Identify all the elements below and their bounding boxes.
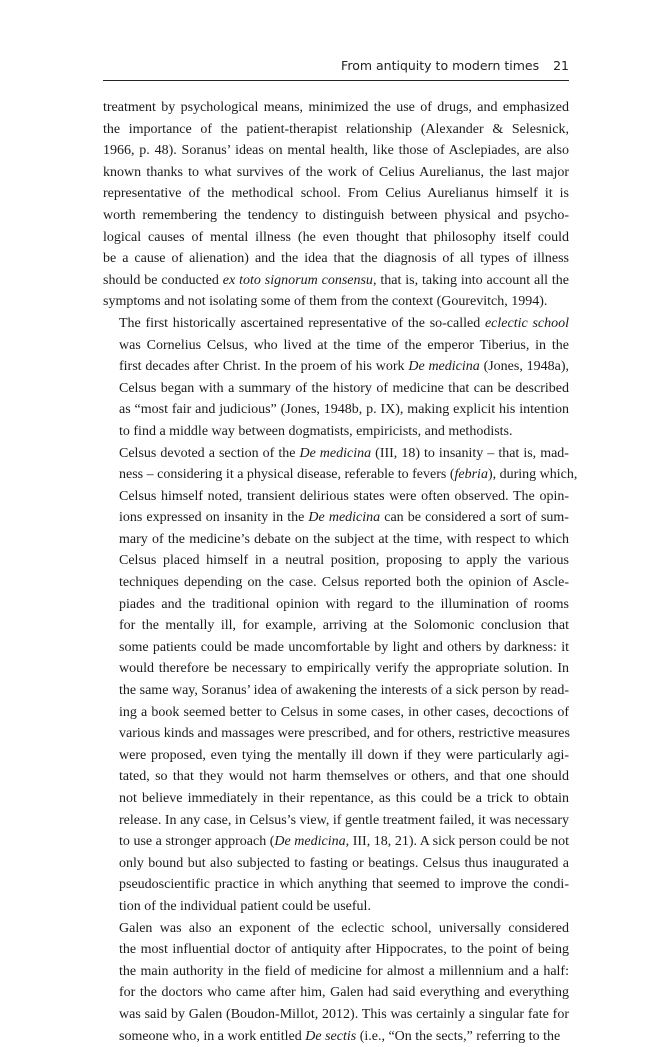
text-run: Celsus placed himself in a neutral position, proposing to apply the various (119, 553, 569, 569)
text-run: some patients could be made uncomfortable by light and others by darkness: it (119, 639, 569, 655)
text-line (103, 291, 569, 313)
text-line (103, 723, 569, 745)
text-run: only bound but also subjected to fasting or beatings. Celsus thus inaugurated a (119, 855, 569, 871)
text-run: for the mentally ill, for example, arriving at the Solomonic conclusion that (119, 618, 569, 634)
text-run: be a cause of alienation) and the idea that the diagnosis of all types of illness (103, 251, 569, 267)
text-run: can be considered a sort of sum- (380, 510, 569, 526)
text-line (103, 227, 569, 249)
text-line (103, 119, 569, 141)
text-run: symptoms and not isolating some of them from the context (Gourevitch, 1994). (103, 294, 548, 310)
text-run: ), during which, (487, 467, 578, 483)
text-run: was said by Galen (Boudon-Millot, 2012). This was certainly a singular fate for (119, 1006, 569, 1022)
text-run: tion of the individual patient could be useful. (119, 898, 371, 914)
text-line (103, 831, 569, 853)
text-run: pseudoscientific practice in which anything that seemed to improve the condi- (119, 877, 569, 893)
text-line (103, 464, 578, 486)
text-line (103, 874, 569, 896)
text-line (103, 248, 569, 270)
text-line (103, 1026, 569, 1047)
text-line (103, 680, 569, 702)
text-line (103, 507, 569, 529)
text-run: the same way, Soranus’ idea of awakening the interests of a sick person by read- (119, 683, 569, 699)
text-line (103, 140, 569, 162)
text-run: ing a book seemed better to Celsus in some cases, in other cases, decoctions of (119, 704, 569, 720)
text-run: the importance of the patient-therapist relationship (Alexander & Selesnick, (103, 121, 569, 137)
running-head (103, 58, 569, 73)
paragraph (103, 97, 569, 313)
text-run: representative of the methodical school. From Celius Aurelianus himself it is (103, 186, 569, 202)
text-line (103, 961, 569, 983)
text-line (103, 378, 569, 400)
text-line (103, 162, 569, 184)
text-run: release. In any case, in Celsus’s view, if gentle treatment failed, it was necessary (119, 812, 569, 828)
text-line (103, 594, 569, 616)
text-line (103, 356, 569, 378)
text-line (103, 788, 569, 810)
text-line (103, 810, 569, 832)
italic-text: eclectic school (484, 315, 569, 331)
text-run: known thanks to what survives of the work of Celius Aurelianus, the last major (103, 164, 569, 180)
text-run: would therefore be necessary to empirically verify the appropriate solution. In (119, 661, 569, 677)
text-run: logical causes of mental illness (he even thought that philosophy itself could (103, 229, 569, 245)
text-line (103, 313, 569, 335)
text-run: The first historically ascertained representative of the so-called (119, 315, 485, 331)
text-run: were proposed, even tying the mentally ill down if they were particularly agi- (119, 747, 569, 763)
text-line (103, 982, 569, 1004)
text-run: , III, 18, 21). A sick person could be not (345, 834, 569, 850)
text-line (103, 615, 569, 637)
text-run: not believe immediately in their repentance, as this could be a trick to obtain (119, 791, 569, 806)
text-run: worth remembering the tendency to distinguish between physical and psycho- (103, 207, 569, 223)
text-run: Celsus began with a summary of the history of medicine that can be described (119, 380, 569, 396)
text-line (103, 896, 569, 918)
text-run: was Cornelius Celsus, who lived at the time of the emperor Tiberius, in the (119, 337, 569, 353)
text-line (103, 1004, 569, 1026)
text-run: first decades after Christ. In the proem of his work (119, 359, 409, 375)
paragraph (103, 918, 569, 1047)
text-line (103, 658, 569, 680)
text-line (103, 270, 569, 292)
paragraph (103, 313, 569, 443)
text-line (103, 918, 569, 940)
text-line (103, 529, 569, 551)
text-run: piades and the traditional opinion with regard to the illumination of rooms (119, 596, 569, 612)
italic-text: ex toto signorum consensu (222, 272, 373, 288)
text-line (103, 766, 569, 788)
italic-text: De medicina (308, 510, 381, 526)
text-line (103, 853, 569, 875)
text-run: 1966, p. 48). Soranus’ ideas on mental health, like those of Asclepiades, are also (103, 143, 569, 159)
text-run: mary of the medicine’s debate on the subject at the time, with respect to which (119, 531, 569, 547)
text-line (103, 335, 569, 357)
italic-text: febria (454, 467, 488, 483)
text-line (103, 205, 569, 227)
text-run: as “most fair and judicious” (Jones, 1948b, p. IX), making explicit his intention (119, 402, 569, 418)
text-line (103, 486, 569, 508)
italic-text: De medicina (299, 445, 372, 461)
text-run: to use a stronger approach ( (119, 834, 275, 850)
header-rule (103, 80, 569, 81)
text-line (103, 399, 569, 421)
text-run: Celsus devoted a section of the (119, 445, 300, 461)
text-line (103, 745, 569, 767)
text-run: the main authority in the field of medicine for almost a millennium and a half: (119, 963, 569, 979)
italic-text: De sectis (305, 1028, 357, 1044)
text-run: should be conducted (103, 272, 223, 288)
text-line (103, 97, 569, 119)
text-line (103, 572, 569, 594)
text-run: treatment by psychological means, minimized the use of drugs, and emphasized (103, 100, 569, 115)
text-run: for the doctors who came after him, Galen had said everything and everything (119, 985, 569, 1001)
text-line (103, 421, 569, 443)
text-run: (i.e., “On the sects,” referring to the (356, 1028, 561, 1044)
text-run: tated, so that they would not harm themselves or others, and that one should (119, 769, 569, 785)
text-line (103, 702, 569, 724)
running-title: From antiquity to modern times (341, 58, 540, 73)
text-run: (III, 18) to insanity – that is, mad- (371, 445, 569, 461)
text-run: ness – considering it a physical disease, referable to fevers ( (119, 467, 455, 483)
text-run: techniques depending on the case. Celsus reported both the opinion of Ascle- (119, 575, 569, 591)
text-run: someone who, in a work entitled (119, 1028, 306, 1044)
paragraph (103, 443, 578, 918)
text-run: Galen was also an exponent of the eclectic school, universally considered (119, 920, 569, 936)
text-line (103, 183, 569, 205)
page-number: 21 (553, 58, 569, 73)
italic-text: De medicina (274, 834, 346, 850)
text-line (103, 637, 569, 659)
text-run: Celsus himself noted, transient delirious states were often observed. The opin- (119, 488, 569, 504)
text-run: to find a middle way between dogmatists, empiricists, and methodists. (119, 423, 513, 439)
text-line (103, 939, 569, 961)
italic-text: De medicina (408, 359, 480, 375)
text-line (103, 550, 569, 572)
text-run: (Jones, 1948a), (479, 359, 569, 375)
body-text (103, 97, 578, 1047)
text-run: various kinds and massages were prescribed, and for others, restrictive measures (119, 726, 570, 742)
text-run: ions expressed on insanity in the (119, 510, 309, 526)
text-run: the most influential doctor of antiquity after Hippocrates, to the point of being (119, 942, 569, 958)
text-line (103, 443, 569, 465)
text-run: , that is, taking into account all the (372, 272, 569, 288)
